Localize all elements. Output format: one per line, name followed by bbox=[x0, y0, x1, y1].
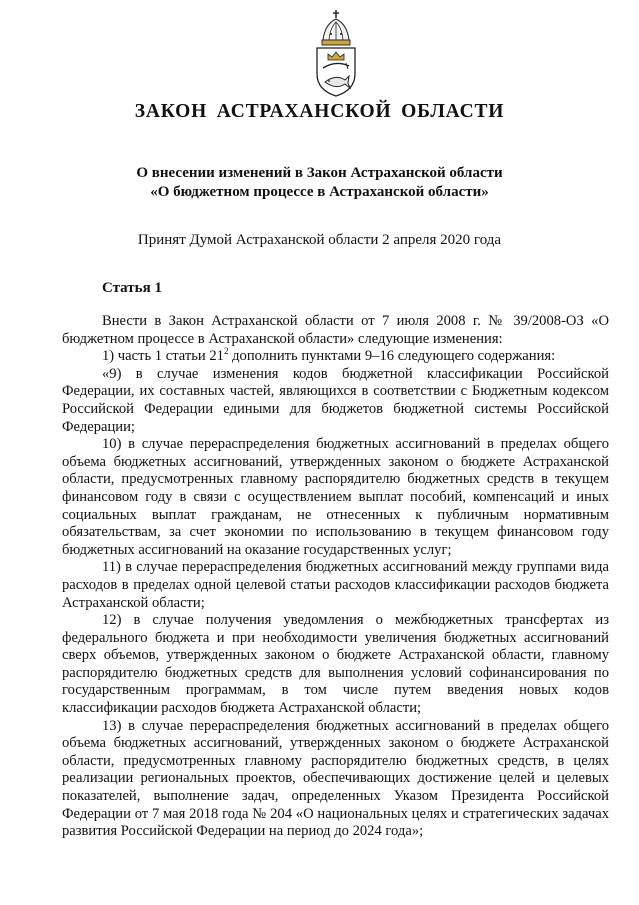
subtitle-line-1: О внесении изменений в Закон Астраханской области bbox=[136, 165, 503, 181]
point-10-paragraph: 10) в случае перераспределения бюджетных ассигнований в пределах общего объема бюджетных ассигнований, утвержденных законом о бюджете Астраханской области, предусмотренных главному распорядителю бюджетных средств в текущем финансовом году в связи с осуществлением выплат пособий, компенсаций и иных социальных выплат гражданам, не отнесенных к публичным нормативным обязательствам, за счет экономии по использованию в текущем финансовом году бюджетных ассигнований на оказание государственных услуг; bbox=[62, 436, 609, 558]
intro-paragraph: Внести в Закон Астраханской области от 7 июля 2008 г. № 39/2008-ОЗ «О бюджетном процессе в Астраханской области» следующие изменения: bbox=[62, 313, 609, 347]
point-9-paragraph: «9) в случае изменения кодов бюджетной классификации Российской Федерации, их составных частей, являющихся в соответствии с Бюджетным кодексом Российской Федерации едиными для бюджетов бюджетной системы Российской Федерации; bbox=[62, 365, 609, 435]
article-heading: Статья 1 bbox=[102, 280, 162, 296]
item-1-paragraph bbox=[62, 348, 609, 366]
point-11-paragraph: 11) в случае перераспределения бюджетных ассигнований между группами вида расходов в пределах одной целевой статьи расходов классификации расходов бюджета Астраханской области; bbox=[62, 559, 609, 611]
subtitle-line-2: «О бюджетном процессе в Астраханской области» bbox=[150, 184, 489, 200]
point-13-paragraph: 13) в случае перераспределения бюджетных ассигнований в пределах общего объема бюджетных ассигнований, утвержденных законом о бюджете Астраханской области, предусмотренных главному распорядителю бюджетных средств, в целях реализации региональных проектов, обеспечивающих достижение целей и целевых показателей, выполнение задач, определенных Указом Президента Российской Федерации от 7 мая 2018 года № 204 «О национальных целях и стратегических задачах развития Российской Федерации на период до 2024 года»; bbox=[62, 717, 609, 840]
adoption-note: Принят Думой Астраханской области 2 апреля 2020 года bbox=[137, 232, 502, 248]
item-1-suffix: дополнить пунктами 9–16 следующего содержания: bbox=[228, 348, 556, 365]
item-1-superscript: 2 bbox=[223, 346, 229, 357]
law-title: ЗАКОН АСТРАХАНСКОЙ ОБЛАСТИ bbox=[134, 101, 505, 122]
point-12-paragraph: 12) в случае получения уведомления о межбюджетных трансфертах из федерального бюджета и при необходимости увеличения бюджетных ассигнований сверх объемов, утвержденных законом о бюджете Астраханской области, главному распорядителю бюджетных средств для выполнения условий софинансирования по государственным программам, в том числе путем введения новых кодов классификации расходов бюджета Астраханской области; bbox=[62, 612, 609, 717]
astrakhan-coat-of-arms-icon bbox=[313, 10, 359, 98]
article-body bbox=[62, 313, 609, 841]
item-1-prefix: 1) часть 1 статьи 21 bbox=[102, 348, 224, 365]
law-subtitle bbox=[0, 164, 639, 202]
